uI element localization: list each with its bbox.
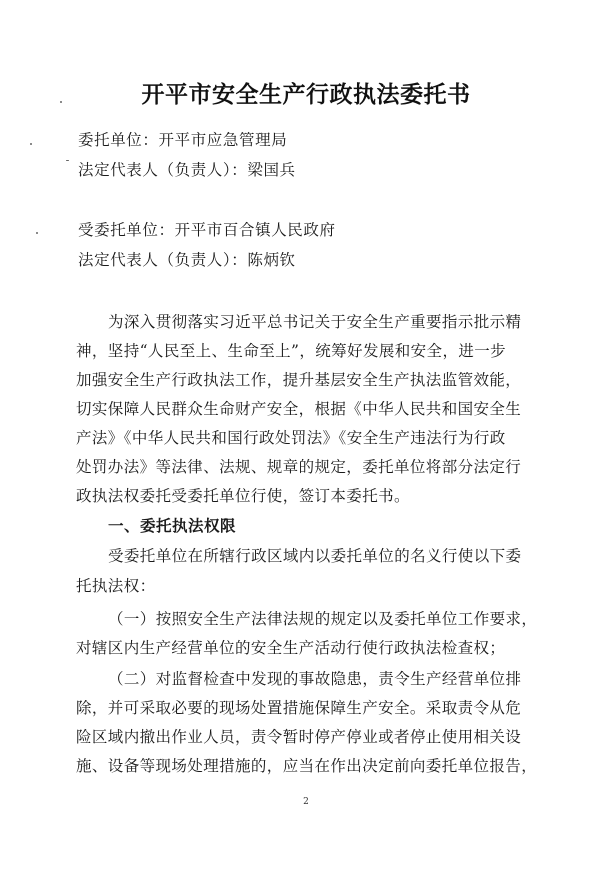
item-line: 对辖区内生产经营单位的安全生产活动行使行政执法检查权； xyxy=(76,639,506,657)
page-number: 2 xyxy=(303,797,309,807)
scan-speck xyxy=(30,143,32,145)
section-line: 受委托单位在所辖行政区域内以委托单位的名义行使以下委 xyxy=(108,547,522,565)
scan-speck xyxy=(66,160,69,161)
intro-line: 为深入贯彻落实习近平总书记关于安全生产重要指示批示精 xyxy=(108,313,522,331)
intro-line: 处罚办法》等法律、法规、规章的规定，委托单位将部分法定行 xyxy=(76,458,522,476)
item-line: 除，并可采取必要的现场处置措施保障生产安全。采取责令从危 xyxy=(76,699,522,717)
agent-representative: 法定代表人（负责人）：陈炳钦 xyxy=(78,251,296,269)
document-title: 开平市安全生产行政执法委托书 xyxy=(141,82,471,108)
section-heading: 一、委托执法权限 xyxy=(108,517,237,535)
item-line: 险区域内撤出作业人员，责令暂时停产停业或者停止使用相关设 xyxy=(76,728,522,746)
principal-unit: 委托单位：开平市应急管理局 xyxy=(78,131,288,149)
item-line: （二）对监督检查中发现的事故隐患，责令生产经营单位排 xyxy=(108,670,522,688)
intro-line: 加强安全生产行政执法工作，提升基层安全生产执法监管效能， xyxy=(76,371,522,389)
item-line: 施、设备等现场处理措施的，应当在作出决定前向委托单位报告， xyxy=(76,757,538,775)
intro-line: 产法》《中华人民共和国行政处罚法》《安全生产违法行为行政 xyxy=(76,429,506,447)
principal-representative: 法定代表人（负责人）：梁国兵 xyxy=(78,161,296,179)
intro-line: 政执法权委托受委托单位行使，签订本委托书。 xyxy=(76,487,410,505)
section-line: 托执法权： xyxy=(76,577,156,595)
intro-line: 神，坚持“人民至上、生命至上”，统筹好发展和安全，进一步 xyxy=(76,342,507,360)
scan-speck xyxy=(36,232,38,234)
intro-line: 切实保障人民群众生命财产安全，根据《中华人民共和国安全生 xyxy=(76,400,522,418)
item-line: （一）按照安全生产法律法规的规定以及委托单位工作要求， xyxy=(108,610,538,628)
agent-unit: 受委托单位：开平市百合镇人民政府 xyxy=(78,221,336,239)
